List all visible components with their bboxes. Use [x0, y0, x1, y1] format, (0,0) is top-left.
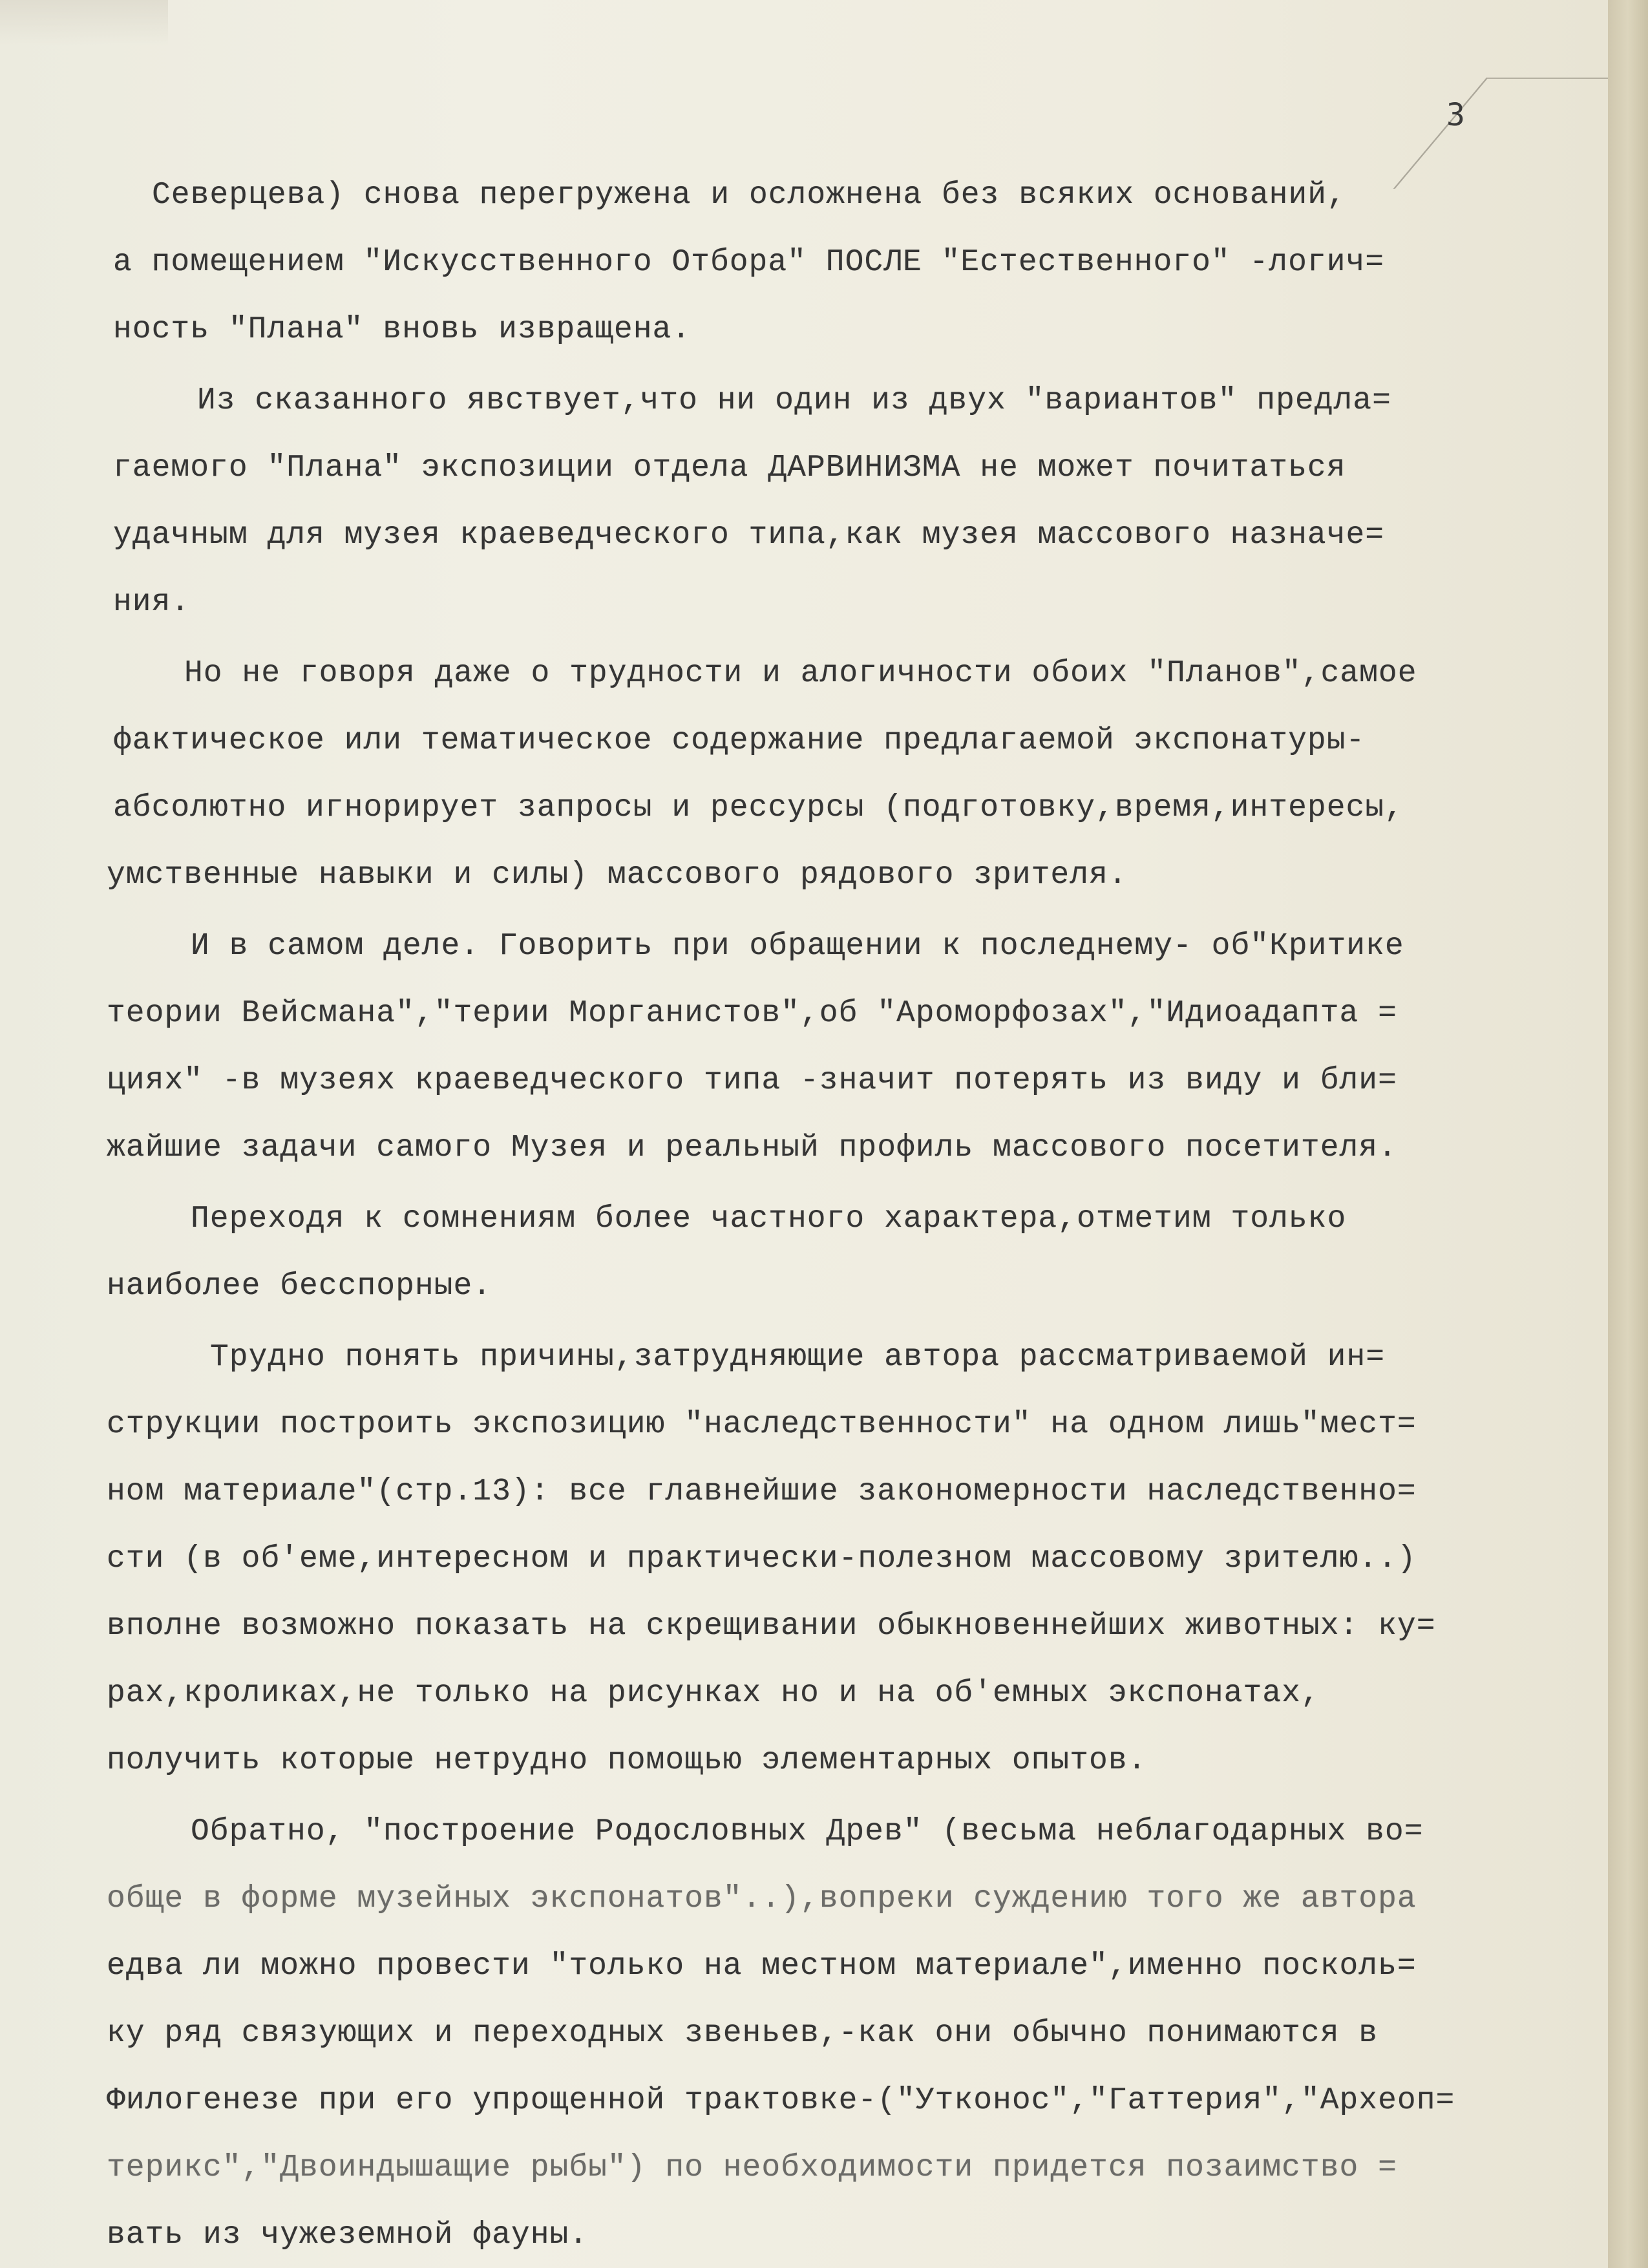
text-line: вполне возможно показать на скрещивании обыкновеннейших животных: ку=	[107, 1609, 1436, 1644]
text-line: струкции построить экспозицию "наследственности" на одном лишь"мест=	[107, 1407, 1417, 1442]
text-line: сти (в об'еме,интересном и практически-полезном массовому зрителю..)	[107, 1542, 1417, 1576]
text-line: Из сказанного явствует,что ни один из двух "вариантов" предла=	[197, 383, 1391, 418]
background-edge	[1608, 0, 1648, 2268]
text-line: удачным для музея краеведческого типа,как музея массового назначе=	[113, 518, 1385, 553]
text-line: вать из чужеземной фауны.	[107, 2218, 589, 2252]
typewritten-body	[107, 162, 1587, 2268]
text-line: Филогенезе при его упрощенной трактовке-("Утконос","Гаттерия","Археоп=	[107, 2083, 1455, 2118]
text-line: Трудно понять причины,затрудняющие автора рассматриваемой ин=	[210, 1340, 1386, 1375]
text-line: получить которые нетрудно помощью элементарных опытов.	[107, 1743, 1147, 1778]
text-line: Обратно, "построение Родословных Древ" (весьма неблагодарных во=	[191, 1814, 1424, 1849]
text-line: ния.	[113, 585, 191, 620]
text-line: теории Вейсмана","терии Морганистов",об "Ароморфозах","Идиоадапта =	[107, 996, 1397, 1031]
page-number: 3	[1446, 97, 1465, 133]
text-line: ность "Плана" вновь извращена.	[113, 312, 692, 347]
text-line: ном материале"(стр.13): все главнейшие закономерности наследственно=	[107, 1474, 1417, 1509]
text-line: умственные навыки и силы) массового рядового зрителя.	[107, 858, 1128, 893]
text-line: наиболее бесспорные.	[107, 1269, 492, 1304]
page-top-wear	[0, 0, 168, 45]
text-line: Переходя к сомнениям более частного характера,отметим только	[191, 1202, 1347, 1236]
text-line: а помещением "Искусственного Отбора" ПОСЛЕ "Естественного" -логич=	[113, 245, 1385, 280]
text-line: терикс","Двоиндышащие рыбы") по необходимости придется позаимство =	[107, 2150, 1397, 2185]
text-line: фактическое или тематическое содержание предлагаемой экспонатуры-	[113, 723, 1366, 758]
text-line: едва ли можно провести "только на местном материале",именно посколь=	[107, 1949, 1417, 1984]
text-line: рах,кроликах,не только на рисунках но и на об'емных экспонатах,	[107, 1676, 1320, 1711]
text-line: циях" -в музеях краеведческого типа -значит потерять из виду и бли=	[107, 1063, 1397, 1098]
text-line: ку ряд связующих и переходных звеньев,-как они обычно понимаются в	[107, 2016, 1379, 2051]
text-line: гаемого "Плана" экспозиции отдела ДАРВИНИЗМА не может почитаться	[113, 450, 1346, 485]
text-line: И в самом деле. Говорить при обращении к последнему- об"Критике	[191, 929, 1404, 964]
text-line: Но не говоря даже о трудности и алогичности обоих "Планов",самое	[184, 656, 1417, 691]
text-line: Северцева) снова перегружена и осложнена без всяких оснований,	[152, 178, 1346, 213]
text-line: обще в форме музейных экспонатов"..),вопреки суждению того же автора	[107, 1881, 1417, 1916]
text-line: жайшие задачи самого Музея и реальный профиль массового посетителя.	[107, 1130, 1397, 1165]
text-line: абсолютно игнорирует запросы и рессурсы (подготовку,время,интересы,	[113, 790, 1404, 825]
